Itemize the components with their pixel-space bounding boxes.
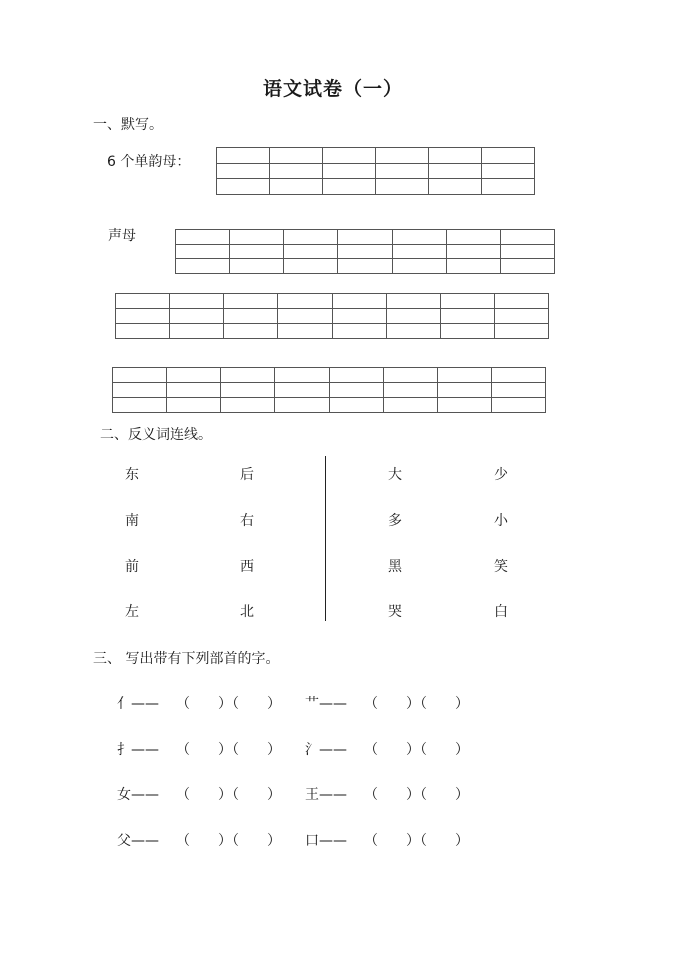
radical-label: 氵——	[305, 742, 347, 758]
initials-writing-grid-2[interactable]	[115, 293, 549, 339]
vowel-writing-grid[interactable]	[216, 147, 535, 195]
antonym-word[interactable]: 小	[494, 513, 508, 529]
section-2-heading: 二、反义词连线。	[100, 427, 212, 443]
initials-label: 声母	[108, 228, 136, 244]
initials-writing-grid-1[interactable]	[175, 229, 555, 274]
antonym-word[interactable]: 前	[125, 559, 139, 575]
antonym-word[interactable]: 大	[388, 467, 402, 483]
answer-blanks[interactable]: （ ）（ ）	[364, 787, 469, 803]
antonym-word[interactable]: 南	[125, 513, 139, 529]
radical-label: 艹——	[305, 696, 347, 712]
answer-blanks[interactable]: （ ）（ ）	[364, 696, 469, 712]
answer-blanks[interactable]: （ ）（ ）	[176, 696, 281, 712]
answer-blanks[interactable]: （ ）（ ）	[176, 833, 281, 849]
radical-label: 亻——	[117, 696, 159, 712]
radical-label: 口——	[305, 833, 347, 849]
antonym-word[interactable]: 笑	[494, 559, 508, 575]
answer-blanks[interactable]: （ ）（ ）	[364, 742, 469, 758]
antonym-word[interactable]: 西	[240, 559, 254, 575]
radical-label: 女——	[117, 787, 159, 803]
radical-label: 扌——	[117, 742, 159, 758]
answer-blanks[interactable]: （ ）（ ）	[176, 742, 281, 758]
section-1-heading: 一、默写。	[93, 117, 163, 133]
antonym-word[interactable]: 哭	[388, 604, 402, 620]
antonym-word[interactable]: 白	[494, 604, 508, 620]
section-3-heading: 三、 写出带有下列部首的字。	[93, 651, 280, 667]
radical-row	[117, 693, 159, 713]
antonym-word[interactable]: 左	[125, 604, 139, 620]
radical-label: 父——	[117, 833, 159, 849]
radical-label: 王——	[305, 787, 347, 803]
antonym-word[interactable]: 北	[240, 604, 254, 620]
column-divider	[325, 456, 326, 621]
answer-blanks[interactable]: （ ）（ ）	[176, 787, 281, 803]
antonym-word[interactable]: 后	[240, 467, 254, 483]
antonym-word[interactable]: 东	[125, 467, 139, 483]
initials-writing-grid-3[interactable]	[112, 367, 546, 413]
page-title: 语文试卷（一）	[263, 78, 404, 100]
antonym-word[interactable]: 多	[388, 513, 402, 529]
antonym-word[interactable]: 右	[240, 513, 254, 529]
antonym-word[interactable]: 黑	[388, 559, 402, 575]
vowels-label: 6 个单韵母：	[107, 154, 191, 170]
antonym-word[interactable]: 少	[494, 467, 508, 483]
answer-blanks[interactable]: （ ）（ ）	[364, 833, 469, 849]
